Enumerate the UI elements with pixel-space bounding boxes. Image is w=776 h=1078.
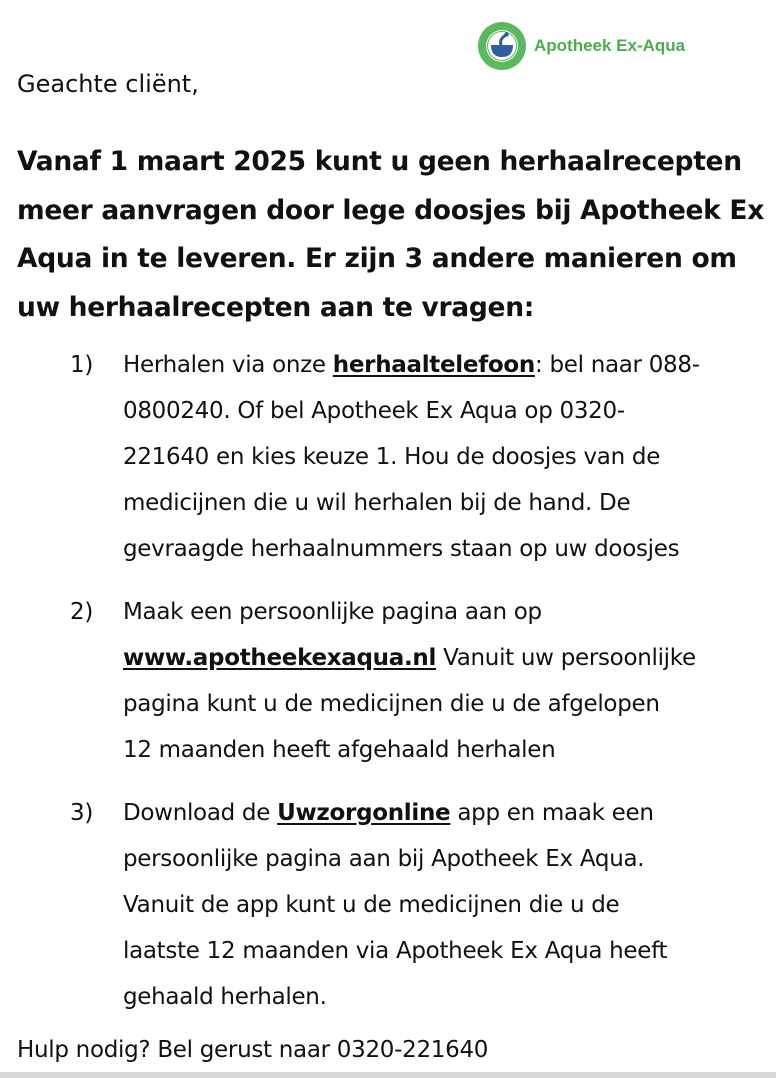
- list-item-website: [0, 589, 776, 773]
- item-line: persoonlijke pagina aan bij Apotheek Ex Aqua.: [123, 846, 645, 872]
- item-text: Download de: [123, 800, 278, 826]
- item-line: 12 maanden heeft afgehaald herhalen: [123, 737, 556, 763]
- salutation: Geachte cliënt,: [17, 70, 199, 98]
- item-text: Vanuit uw persoonlijke: [436, 645, 696, 671]
- heading-line: Aqua in te leveren. Er zijn 3 andere manieren om: [17, 243, 737, 274]
- heading-line: Vanaf 1 maart 2025 kunt u geen herhaalrecepten: [17, 146, 742, 177]
- item-line: [123, 342, 776, 388]
- heading-line: meer aanvragen door lege doosjes bij Apotheek Ex: [17, 194, 765, 226]
- website-link[interactable]: www.apotheekexaqua.nl: [123, 645, 437, 671]
- item-line: laatste 12 maanden via Apotheek Ex Aqua heeft: [123, 938, 668, 964]
- pharmacy-name: Apotheek Ex-Aqua: [534, 36, 686, 55]
- item-line: Maak een persoonlijke pagina aan op: [123, 599, 542, 625]
- list-number: 1): [70, 352, 94, 378]
- item-text: : bel naar 088-: [534, 352, 700, 378]
- item-line: 221640 en kies keuze 1. Hou de doosjes van de: [123, 444, 661, 470]
- item-line: 0800240. Of bel Apotheek Ex Aqua op 0320-: [123, 398, 625, 424]
- options-list: [0, 342, 776, 1020]
- herhaaltelefoon-link[interactable]: herhaaltelefoon: [332, 352, 535, 378]
- heading-line: uw herhaalrecepten aan te vragen:: [17, 291, 535, 323]
- item-line: gevraagde herhaalnummers staan op uw doosjes: [123, 536, 680, 562]
- list-number: 3): [70, 800, 94, 826]
- pharmacy-seal-icon: [477, 21, 527, 71]
- item-line: [123, 635, 776, 681]
- pharmacy-logo: [477, 20, 769, 72]
- item-line: medicijnen die u wil herhalen bij de hand. De: [123, 490, 631, 516]
- help-footer: Hulp nodig? Bel gerust naar 0320-221640: [17, 1037, 489, 1063]
- list-item-phone: [0, 342, 776, 572]
- item-text: Herhalen via onze: [123, 352, 333, 378]
- page-bottom-border: [0, 1072, 776, 1078]
- list-number: 2): [70, 599, 94, 625]
- item-line: [123, 790, 776, 836]
- announcement-heading: [17, 138, 767, 332]
- item-line: gehaald herhalen.: [123, 984, 327, 1010]
- list-item-app: [0, 790, 776, 1020]
- uwzorgonline-link[interactable]: Uwzorgonline: [277, 800, 451, 826]
- item-line: pagina kunt u de medicijnen die u de afgelopen: [123, 691, 660, 717]
- item-text: app en maak een: [450, 800, 654, 826]
- item-line: Vanuit de app kunt u de medicijnen die u de: [123, 892, 620, 918]
